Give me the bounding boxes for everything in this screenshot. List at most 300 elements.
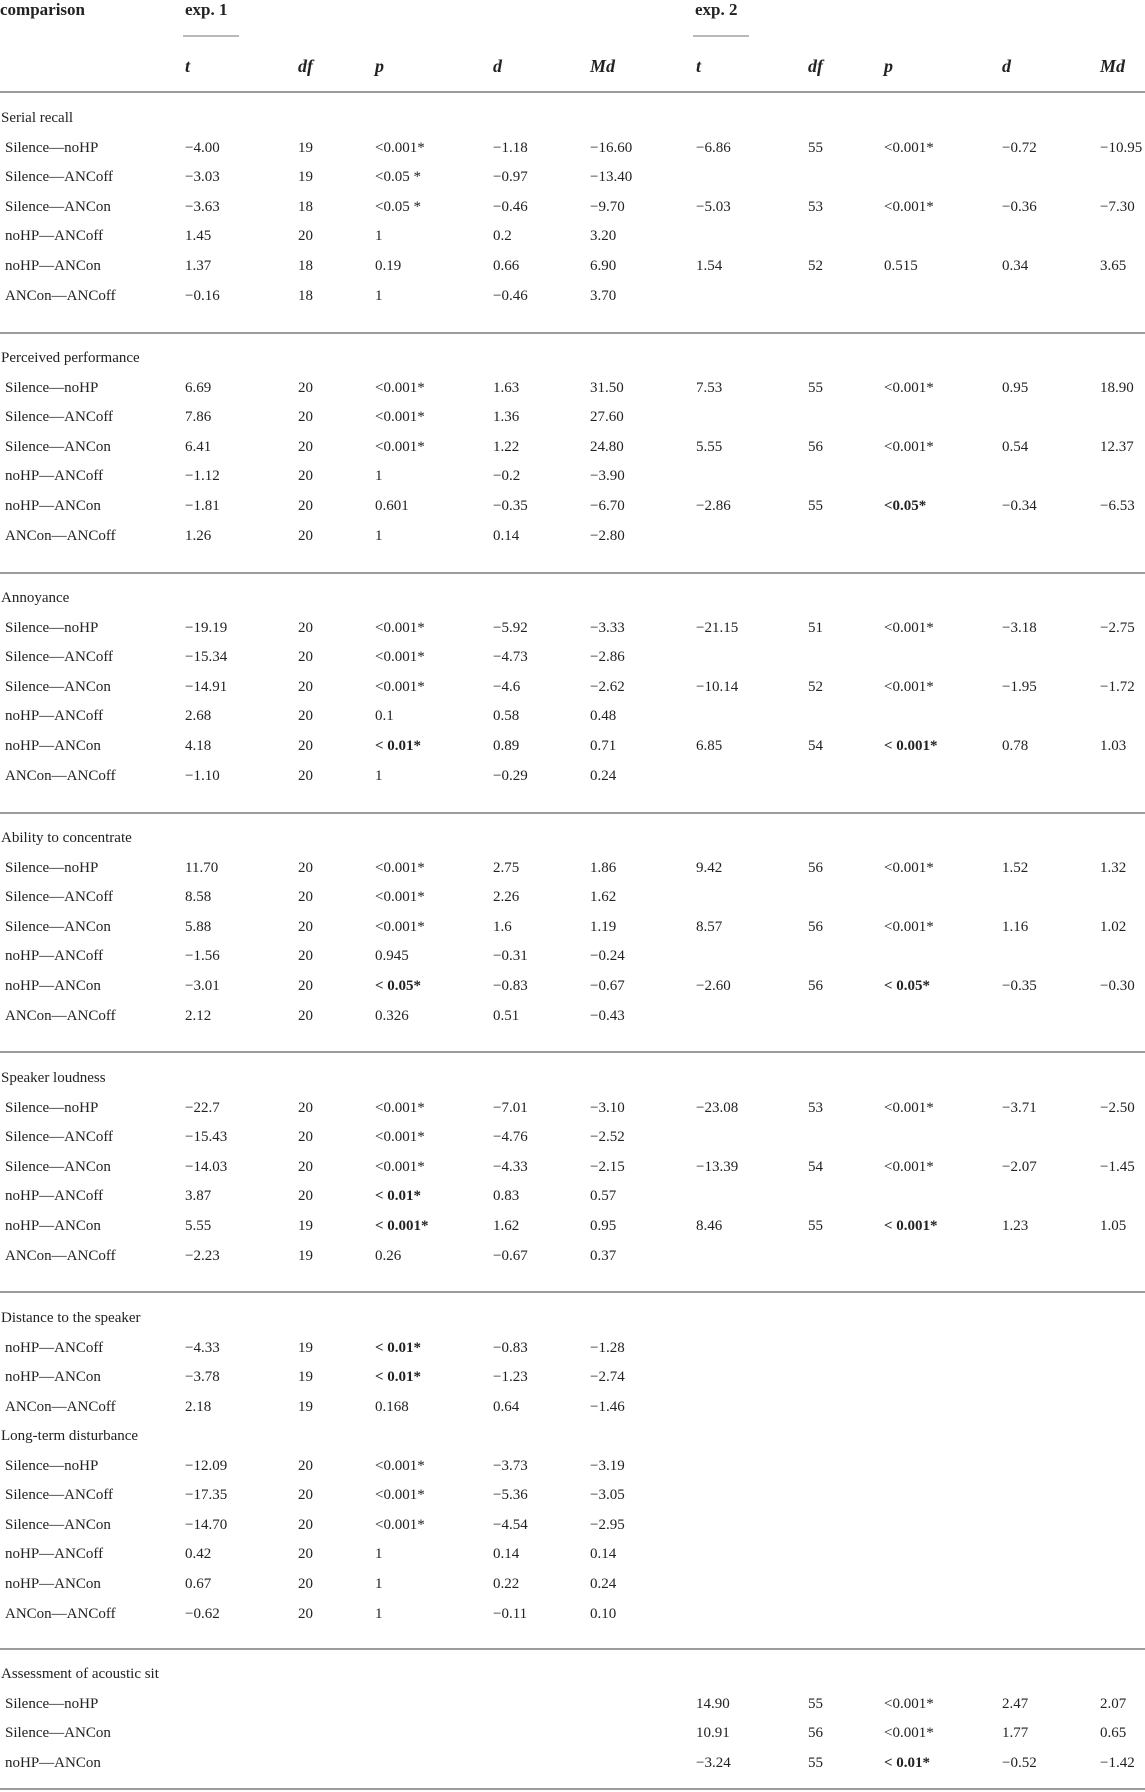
cell-e2-t: 5.55	[696, 438, 723, 455]
section-separator	[0, 332, 1145, 334]
cell-e1-p: 0.945	[375, 948, 409, 965]
cell-e2-d: −0.72	[1002, 139, 1037, 156]
cell-e1-d: −0.83	[493, 978, 528, 994]
cell-e1-p: <0.001*	[375, 1487, 425, 1504]
col-d-exp1: d	[493, 56, 502, 76]
table-row	[0, 380, 1145, 409]
cell-e2-d: −3.71	[1002, 1099, 1037, 1116]
cell-e2-md: 1.03	[1100, 738, 1127, 754]
cell-e1-t: −3.03	[185, 169, 220, 186]
cell-e1-d: 0.22	[493, 1576, 520, 1592]
cell-e1-df: 20	[298, 1605, 313, 1622]
cell-e1-md: −0.24	[590, 948, 625, 965]
section-title: Serial recall	[1, 110, 74, 126]
cell-e1-df: 20	[298, 409, 313, 426]
section-title: Long-term disturbance	[1, 1428, 139, 1444]
row-label: noHP—ANCoff	[5, 1188, 104, 1205]
cell-e1-md: −2.15	[590, 1158, 625, 1175]
cell-e1-md: −9.70	[590, 198, 625, 215]
row-label: Silence—ANCoff	[5, 649, 114, 666]
cell-e1-md: −16.60	[590, 139, 633, 156]
cell-e1-p: 0.26	[375, 1247, 402, 1264]
table-row	[0, 528, 1145, 557]
cell-e1-p: 0.326	[375, 1007, 409, 1024]
row-label: Silence—noHP	[5, 379, 99, 396]
cell-e2-df: 55	[808, 498, 823, 514]
table-row	[0, 258, 1145, 287]
cell-e1-md: 0.71	[590, 738, 617, 754]
cell-e2-d: −3.18	[1002, 619, 1037, 636]
cell-e1-df: 20	[298, 1576, 313, 1592]
cell-e2-md: −2.50	[1100, 1099, 1135, 1116]
cell-e2-p: 0.515	[884, 258, 918, 274]
cell-e2-p: <0.001*	[884, 379, 934, 396]
cell-e1-df: 18	[298, 287, 313, 304]
cell-e1-p: <0.001*	[375, 889, 425, 906]
cell-e1-d: −0.83	[493, 1339, 528, 1356]
cell-e1-p: <0.001*	[375, 1158, 425, 1175]
cell-e1-p: < 0.01*	[375, 1339, 422, 1356]
cell-e1-md: 6.90	[590, 258, 617, 274]
row-label: ANCon—ANCoff	[5, 1247, 116, 1264]
cell-e2-df: 52	[808, 678, 823, 695]
section-separator	[0, 1051, 1145, 1053]
table-row	[0, 1369, 1145, 1398]
cell-e1-df: 20	[298, 468, 313, 485]
cell-e2-t: 6.85	[696, 738, 723, 754]
cell-e1-t: −0.16	[185, 287, 220, 304]
table-row	[0, 1218, 1145, 1247]
table-row	[0, 1129, 1145, 1158]
cell-e1-df: 20	[298, 1158, 313, 1175]
cell-e1-t: 0.42	[185, 1546, 212, 1563]
cell-e1-d: 0.66	[493, 258, 520, 274]
cell-e2-df: 52	[808, 258, 823, 274]
cell-e1-d: −0.97	[493, 169, 528, 186]
cell-e1-df: 20	[298, 1546, 313, 1563]
cell-e2-df: 55	[808, 1754, 823, 1771]
section-title: Distance to the speaker	[1, 1310, 141, 1326]
cell-e1-df: 20	[298, 738, 313, 754]
table-row	[0, 1546, 1145, 1575]
cell-e1-t: −2.23	[185, 1247, 220, 1264]
cell-e2-d: −1.95	[1002, 678, 1037, 695]
cell-e1-t: −1.81	[185, 498, 220, 514]
row-label: Silence—noHP	[5, 139, 99, 156]
cell-e2-md: −10.95	[1100, 139, 1143, 156]
section-separator	[0, 572, 1145, 574]
cell-e2-p: < 0.001*	[884, 1218, 938, 1234]
cell-e1-df: 20	[298, 228, 313, 245]
cell-e1-df: 20	[298, 1007, 313, 1024]
cell-e2-t: 8.46	[696, 1218, 723, 1234]
cell-e1-df: 19	[298, 169, 313, 186]
row-label: Silence—ANCon	[5, 438, 111, 455]
cell-e2-p: <0.001*	[884, 678, 934, 695]
cell-e1-df: 20	[298, 379, 313, 396]
row-label: Silence—ANCon	[5, 918, 111, 935]
cell-e1-df: 20	[298, 649, 313, 666]
row-label: Silence—noHP	[5, 619, 99, 636]
cell-e1-md: 1.62	[590, 889, 617, 906]
row-label: noHP—ANCon	[5, 498, 101, 514]
cell-e2-d: −0.34	[1002, 498, 1037, 514]
table-row	[0, 738, 1145, 767]
cell-e2-df: 55	[808, 1695, 823, 1712]
cell-e1-df: 18	[298, 258, 313, 274]
cell-e2-md: 18.90	[1100, 379, 1134, 396]
cell-e1-d: −0.46	[493, 287, 528, 304]
cell-e1-p: <0.001*	[375, 379, 425, 396]
row-label: Silence—noHP	[5, 1099, 99, 1116]
cell-e2-p: <0.001*	[884, 139, 934, 156]
cell-e1-t: 1.45	[185, 228, 212, 245]
row-label: Silence—noHP	[5, 859, 99, 876]
cell-e1-df: 20	[298, 678, 313, 695]
cell-e2-md: 12.37	[1100, 438, 1134, 455]
cell-e1-t: 2.12	[185, 1007, 212, 1024]
cell-e1-df: 18	[298, 198, 313, 215]
cell-e1-t: 8.58	[185, 889, 212, 906]
cell-e1-p: 1	[375, 527, 383, 544]
col-df-exp1: df	[298, 56, 313, 76]
cell-e2-t: −2.86	[696, 498, 731, 514]
row-label: noHP—ANCoff	[5, 468, 104, 485]
cell-e1-p: < 0.001*	[375, 1218, 429, 1234]
cell-e1-p: <0.001*	[375, 859, 425, 876]
cell-e1-p: <0.001*	[375, 1099, 425, 1116]
cell-e1-df: 20	[298, 1188, 313, 1205]
table-row	[0, 620, 1145, 649]
cell-e1-p: <0.05 *	[375, 198, 421, 215]
cell-e1-d: −1.18	[493, 139, 528, 156]
cell-e1-md: −13.40	[590, 169, 633, 186]
cell-e1-d: −3.73	[493, 1457, 528, 1474]
cell-e1-t: −3.01	[185, 978, 220, 994]
cell-e1-df: 20	[298, 1487, 313, 1504]
cell-e1-t: 4.18	[185, 738, 212, 754]
cell-e1-t: −1.10	[185, 767, 220, 784]
table-row	[0, 169, 1145, 198]
col-md-exp2: Md	[1100, 56, 1126, 76]
cell-e1-p: <0.001*	[375, 678, 425, 695]
row-label: ANCon—ANCoff	[5, 1398, 116, 1415]
table-row	[0, 439, 1145, 468]
cell-e1-md: 0.48	[590, 708, 617, 725]
table-row	[0, 468, 1145, 497]
cell-e1-df: 19	[298, 1339, 313, 1356]
cell-e1-df: 20	[298, 1099, 313, 1116]
cell-e1-md: −3.19	[590, 1457, 625, 1474]
cell-e1-p: <0.001*	[375, 619, 425, 636]
cell-e1-md: −2.80	[590, 527, 625, 544]
table-row	[0, 948, 1145, 977]
cell-e1-t: −1.12	[185, 468, 220, 485]
table-row	[0, 1188, 1145, 1217]
cell-e1-t: 1.26	[185, 527, 212, 544]
table-row	[0, 1399, 1145, 1428]
cell-e2-t: 10.91	[696, 1725, 730, 1742]
cell-e2-t: 1.54	[696, 258, 723, 274]
cell-e2-md: −1.72	[1100, 678, 1135, 695]
cell-e1-df: 19	[298, 1247, 313, 1264]
cell-e1-p: 0.168	[375, 1398, 409, 1415]
cell-e1-t: 2.68	[185, 708, 212, 725]
cell-e2-d: −0.36	[1002, 198, 1037, 215]
table-row	[0, 860, 1145, 889]
cell-e2-md: 1.02	[1100, 918, 1127, 935]
cell-e1-d: 0.14	[493, 527, 520, 544]
table-row	[0, 708, 1145, 737]
row-label: Silence—noHP	[5, 1695, 99, 1712]
cell-e1-t: −14.70	[185, 1516, 228, 1533]
cell-e1-d: 1.22	[493, 438, 520, 455]
cell-e1-df: 20	[298, 619, 313, 636]
comparison-header: comparison	[0, 0, 85, 19]
table-row	[0, 1458, 1145, 1487]
cell-e2-t: −23.08	[696, 1099, 739, 1116]
cell-e1-p: 0.1	[375, 708, 394, 725]
row-label: noHP—ANCon	[5, 978, 101, 994]
cell-e1-d: −4.33	[493, 1158, 528, 1175]
table-row	[0, 1606, 1145, 1635]
col-t-exp2: t	[696, 56, 702, 76]
cell-e1-d: −0.2	[493, 468, 521, 485]
cell-e1-p: <0.001*	[375, 918, 425, 935]
cell-e2-md: −1.42	[1100, 1754, 1135, 1771]
header-rule	[0, 91, 1145, 93]
cell-e1-md: −6.70	[590, 498, 625, 514]
row-label: noHP—ANCoff	[5, 948, 104, 965]
table-row	[0, 1248, 1145, 1277]
cell-e2-t: −13.39	[696, 1158, 739, 1175]
row-label: noHP—ANCoff	[5, 228, 104, 245]
cell-e1-df: 19	[298, 1398, 313, 1415]
table-row	[0, 409, 1145, 438]
cell-e1-md: 1.86	[590, 859, 617, 876]
cell-e2-p: < 0.05*	[884, 978, 931, 994]
cell-e1-t: −12.09	[185, 1457, 228, 1474]
row-label: ANCon—ANCoff	[5, 287, 116, 304]
cell-e1-d: 1.36	[493, 409, 520, 426]
cell-e1-df: 20	[298, 1516, 313, 1533]
cell-e1-md: −2.52	[590, 1129, 625, 1146]
row-label: Silence—ANCon	[5, 678, 111, 695]
cell-e1-t: −4.00	[185, 139, 220, 156]
row-label: Silence—ANCon	[5, 1158, 111, 1175]
section-title: Ability to concentrate	[1, 830, 132, 846]
cell-e1-md: −2.95	[590, 1516, 625, 1533]
cell-e2-df: 55	[808, 379, 823, 396]
cell-e1-d: 2.26	[493, 889, 520, 906]
cell-e1-d: 0.14	[493, 1546, 520, 1563]
section-separator	[0, 812, 1145, 814]
cell-e1-md: −2.86	[590, 649, 625, 666]
cell-e1-d: −0.31	[493, 948, 528, 965]
cell-e2-df: 56	[808, 1725, 823, 1742]
table-row	[0, 978, 1145, 1007]
cell-e2-t: 7.53	[696, 379, 723, 396]
cell-e2-df: 56	[808, 859, 823, 876]
cell-e2-d: 1.52	[1002, 859, 1029, 876]
cell-e1-t: −15.43	[185, 1129, 228, 1146]
cell-e1-d: 1.6	[493, 918, 512, 935]
cell-e2-t: 9.42	[696, 859, 723, 876]
cell-e2-p: <0.001*	[884, 859, 934, 876]
table-row	[0, 679, 1145, 708]
cell-e1-t: 11.70	[185, 859, 219, 876]
cell-e1-d: 1.63	[493, 379, 520, 396]
cell-e1-p: 1	[375, 1546, 383, 1563]
cell-e1-t: −3.63	[185, 198, 220, 215]
cell-e1-md: 24.80	[590, 438, 624, 455]
cell-e1-d: 0.51	[493, 1007, 520, 1024]
cell-e2-md: −6.53	[1100, 498, 1135, 514]
cell-e1-p: < 0.05*	[375, 978, 422, 994]
cell-e2-md: 1.32	[1100, 859, 1127, 876]
cell-e1-p: 1	[375, 287, 383, 304]
cell-e1-df: 20	[298, 498, 313, 514]
cell-e1-md: 0.24	[590, 767, 617, 784]
cell-e1-df: 20	[298, 859, 313, 876]
cell-e2-t: 8.57	[696, 918, 723, 935]
cell-e2-p: <0.001*	[884, 1725, 934, 1742]
cell-e1-df: 20	[298, 767, 313, 784]
cell-e2-p: <0.001*	[884, 1158, 934, 1175]
cell-e1-d: 0.2	[493, 228, 512, 245]
cell-e2-p: <0.001*	[884, 198, 934, 215]
table-row	[0, 199, 1145, 228]
cell-e2-p: <0.001*	[884, 619, 934, 636]
cell-e1-d: −4.73	[493, 649, 528, 666]
cell-e1-md: −2.62	[590, 678, 625, 695]
section-separator	[0, 1291, 1145, 1293]
cell-e2-md: −7.30	[1100, 198, 1135, 215]
cell-e1-d: −1.23	[493, 1369, 528, 1386]
table-row	[0, 1517, 1145, 1546]
cell-e1-md: −0.43	[590, 1007, 625, 1024]
table-row	[0, 1008, 1145, 1037]
cell-e2-p: <0.001*	[884, 1099, 934, 1116]
cell-e1-t: −3.78	[185, 1369, 220, 1386]
cell-e1-md: −1.46	[590, 1398, 625, 1415]
section-title: Speaker loudness	[1, 1070, 106, 1086]
cell-e1-d: 0.83	[493, 1188, 520, 1205]
cell-e1-p: <0.001*	[375, 649, 425, 666]
cell-e1-p: 0.19	[375, 258, 402, 274]
cell-e1-d: 1.62	[493, 1218, 520, 1234]
col-md-exp1: Md	[590, 56, 616, 76]
cell-e1-d: 0.64	[493, 1398, 520, 1415]
cell-e2-t: −3.24	[696, 1754, 731, 1771]
cell-e1-t: −22.7	[185, 1099, 220, 1116]
row-label: Silence—ANCon	[5, 1516, 111, 1533]
section-title: Annoyance	[1, 590, 70, 606]
row-label: ANCon—ANCoff	[5, 527, 116, 544]
cell-e1-d: 0.58	[493, 708, 520, 725]
cell-e1-d: −7.01	[493, 1099, 528, 1116]
cell-e1-t: 1.37	[185, 258, 212, 274]
cell-e2-t: −21.15	[696, 619, 739, 636]
row-label: noHP—ANCon	[5, 1369, 101, 1386]
cell-e1-d: −5.92	[493, 619, 528, 636]
cell-e1-df: 20	[298, 1129, 313, 1146]
cell-e1-md: 1.19	[590, 918, 617, 935]
cell-e1-p: < 0.01*	[375, 738, 422, 754]
cell-e2-df: 51	[808, 619, 823, 636]
cell-e1-p: 1	[375, 228, 383, 245]
cell-e2-d: 1.23	[1002, 1218, 1029, 1234]
table-row	[0, 768, 1145, 797]
table-row	[0, 1725, 1145, 1754]
cell-e2-d: 2.47	[1002, 1695, 1029, 1712]
cell-e1-t: 5.55	[185, 1218, 212, 1234]
cell-e2-t: 14.90	[696, 1695, 730, 1712]
cell-e2-d: 1.77	[1002, 1725, 1029, 1742]
cell-e1-p: < 0.01*	[375, 1188, 422, 1205]
cell-e1-t: 5.88	[185, 918, 212, 935]
row-label: noHP—ANCoff	[5, 1339, 104, 1356]
cell-e1-df: 20	[298, 918, 313, 935]
row-label: noHP—ANCon	[5, 1218, 101, 1234]
cell-e1-df: 19	[298, 1369, 313, 1386]
cell-e1-p: 1	[375, 767, 383, 784]
table-row	[0, 288, 1145, 317]
exp1-header: exp. 1	[185, 0, 228, 19]
row-label: noHP—ANCon	[5, 738, 101, 754]
cell-e1-t: −15.34	[185, 649, 228, 666]
cell-e1-p: 1	[375, 1576, 383, 1592]
cell-e1-md: 3.70	[590, 287, 617, 304]
cell-e1-p: <0.001*	[375, 1457, 425, 1474]
cell-e1-p: < 0.01*	[375, 1369, 422, 1386]
row-label: Silence—ANCoff	[5, 1487, 114, 1504]
cell-e1-md: 3.20	[590, 228, 617, 245]
table-row	[0, 919, 1145, 948]
cell-e1-d: −5.36	[493, 1487, 528, 1504]
cell-e1-md: −3.33	[590, 619, 625, 636]
cell-e2-md: −1.45	[1100, 1158, 1135, 1175]
table-row	[0, 140, 1145, 169]
cell-e1-d: −0.67	[493, 1247, 528, 1264]
cell-e1-t: 7.86	[185, 409, 212, 426]
cell-e1-md: −3.10	[590, 1099, 625, 1116]
table-row	[0, 649, 1145, 678]
cell-e2-df: 55	[808, 1218, 823, 1234]
cell-e1-p: <0.001*	[375, 438, 425, 455]
cell-e1-p: <0.001*	[375, 139, 425, 156]
cell-e2-d: 0.54	[1002, 438, 1029, 455]
row-label: Silence—ANCoff	[5, 889, 114, 906]
table-row	[0, 1100, 1145, 1129]
row-label: noHP—ANCoff	[5, 708, 104, 725]
cell-e2-df: 56	[808, 438, 823, 455]
cell-e1-d: −4.6	[493, 678, 521, 695]
row-label: ANCon—ANCoff	[5, 767, 116, 784]
row-label: Silence—ANCon	[5, 198, 111, 215]
cell-e1-md: −2.74	[590, 1369, 625, 1386]
row-label: noHP—ANCoff	[5, 1546, 104, 1563]
cell-e1-md: 27.60	[590, 409, 624, 426]
cell-e2-df: 54	[808, 738, 823, 754]
row-label: Silence—ANCoff	[5, 169, 114, 186]
cell-e2-df: 56	[808, 918, 823, 935]
cell-e1-df: 20	[298, 948, 313, 965]
row-label: noHP—ANCon	[5, 1576, 101, 1592]
table-bottom-rule	[0, 1788, 1145, 1790]
table-row	[0, 228, 1145, 257]
col-t-exp1: t	[185, 56, 191, 76]
